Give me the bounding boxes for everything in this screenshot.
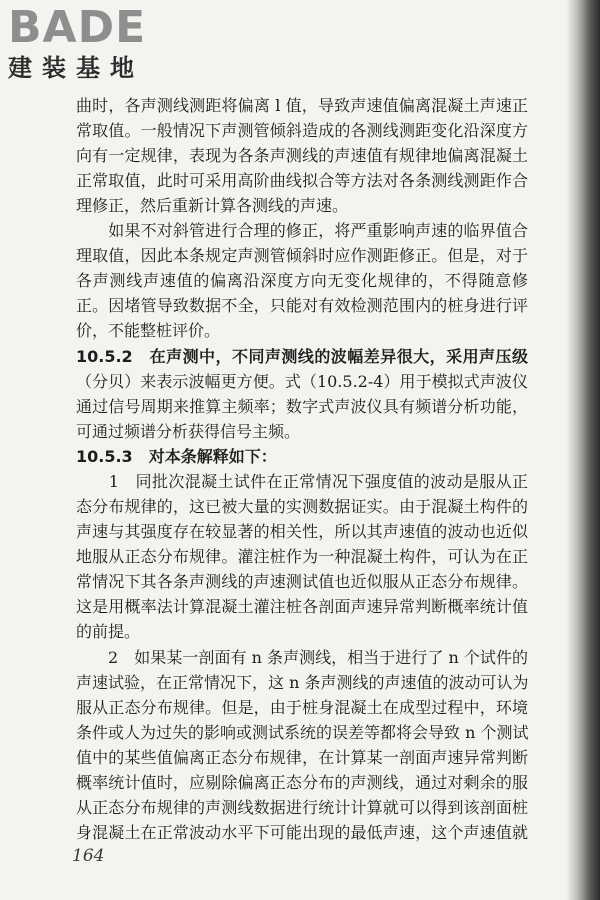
text-line: 常情况下其各条声测线的声速测试值也近似服从正态分布规律。 <box>76 572 528 591</box>
logo-wordmark: BADE <box>8 2 147 53</box>
text-line: 值中的某些值偏离正态分布规律，在计算某一剖面声速异常判断 <box>76 748 528 767</box>
text-line: 声速试验，在正常情况下，这 n 条声测线的声速值的波动可认为 <box>76 673 529 692</box>
text-line: 这是用概率法计算混凝土灌注桩各剖面声速异常判断概率统计值 <box>76 597 528 616</box>
text-line: 曲时，各声测线测距将偏离 l 值，导致声速值偏离混凝土声速正 <box>76 96 528 115</box>
text-line: 身混凝土在正常波动水平下可能出现的最低声速，这个声速值就 <box>76 823 528 842</box>
clause-10-5-3: 10.5.3 对本条解释如下： <box>76 447 277 466</box>
text-line: 地服从正态分布规律。灌注桩作为一种混凝土构件，可认为在正 <box>76 547 528 566</box>
clause-10-5-2: 10.5.2 在声测中，不同声测线的波幅差异很大，采用声压级 <box>76 347 528 366</box>
text-line: 服从正态分布规律。但是，由于桩身混凝土在成型过程中，环境 <box>76 698 528 717</box>
text-line: 向有一定规律，表现为各条声测线的声速值有规律地偏离混凝土 <box>76 146 528 165</box>
text-line: 概率统计值时，应剔除偏离正态分布的声测线，通过对剩余的服 <box>76 773 528 792</box>
text-line: 1 同批次混凝土试件在正常情况下强度值的波动是服从正 <box>76 472 528 491</box>
text-line: 条件或人为过失的影响或测试系统的误差等都将会导致 n 个测试 <box>76 723 529 742</box>
text-line: （分贝）来表示波幅更方便。式（10.5.2-4）用于模拟式声波仪 <box>76 372 528 391</box>
text-line: 2 如果某一剖面有 n 条声测线，相当于进行了 n 个试件的 <box>76 648 528 667</box>
scan-edge-shadow <box>566 0 600 900</box>
watermark-logo <box>8 4 146 82</box>
text-line: 价，不能整桩评价。 <box>76 321 221 340</box>
text-line: 态分布规律的，这已被大量的实测数据证实。由于混凝土构件的 <box>76 497 528 516</box>
text-line: 常取值。一般情况下声测管倾斜造成的各测线测距变化沿深度方 <box>76 121 528 140</box>
text-line: 如果不对斜管进行合理的修正，将严重影响声速的临界值合 <box>76 221 528 240</box>
text-line: 的前提。 <box>76 622 141 641</box>
page-number: 164 <box>72 846 105 866</box>
text-line: 正常取值，此时可采用高阶曲线拟合等方法对各条测线测距作合 <box>76 171 528 190</box>
logo-subtitle: 建装基地 <box>8 54 144 82</box>
text-line: 正。因堵管导致数据不全，只能对有效检测范围内的桩身进行评 <box>76 296 528 315</box>
text-line: 理取值，因此本条规定声测管倾斜时应作测距修正。但是，对于 <box>76 246 528 265</box>
text-line: 理修正，然后重新计算各测线的声速。 <box>76 196 349 215</box>
text-line: 各声测线声速值的偏离沿深度方向无变化规律的，不得随意修 <box>76 271 528 290</box>
text-line: 可通过频谱分析获得信号主频。 <box>76 422 301 441</box>
text-line: 通过信号周期来推算主频率；数字式声波仪具有频谱分析功能， <box>76 397 528 416</box>
text-line: 从正态分布规律的声测线数据进行统计计算就可以得到该剖面桩 <box>76 798 528 817</box>
text-line: 声速与其强度存在较显著的相关性，所以其声速值的波动也近似 <box>76 522 528 541</box>
